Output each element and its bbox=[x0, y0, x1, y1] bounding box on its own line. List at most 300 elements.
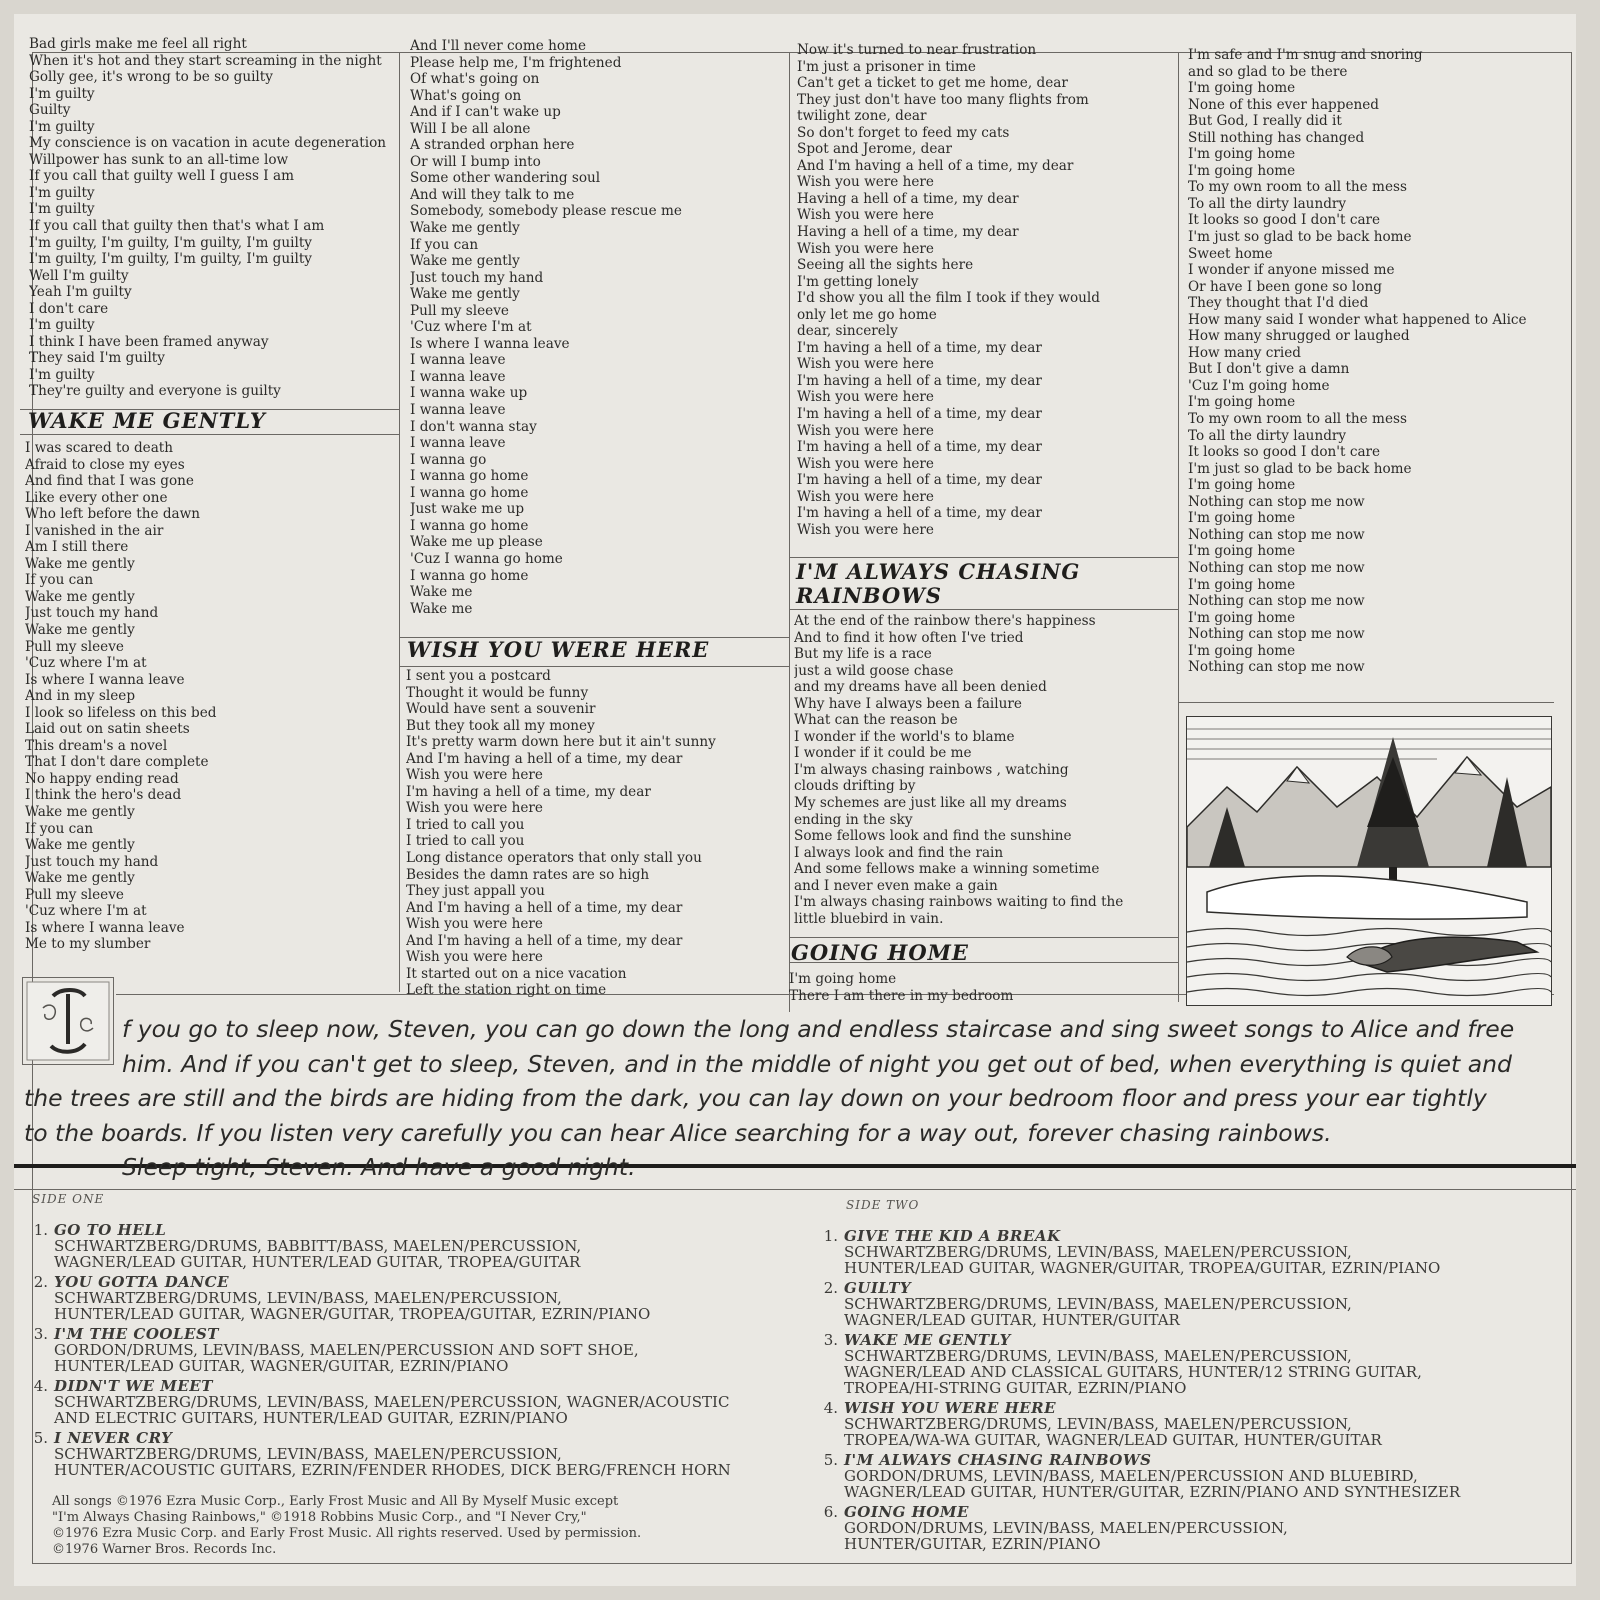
lyric-line: I'm going home bbox=[1188, 642, 1296, 659]
track-title: GUILTY bbox=[844, 1279, 912, 1297]
track-credits: GORDON/DRUMS, LEVIN/BASS, MAELEN/PERCUSSION, bbox=[844, 1519, 1288, 1537]
lyric-line: Seeing all the sights here bbox=[797, 257, 974, 274]
lyric-line: When it's hot and they start screaming in the night bbox=[29, 52, 382, 69]
song-heading-going-home: GOING HOME bbox=[791, 940, 969, 965]
lyric-line: I don't wanna stay bbox=[410, 418, 537, 435]
track-credits: HUNTER/GUITAR, EZRIN/PIANO bbox=[844, 1535, 1101, 1553]
track-number: 1. bbox=[823, 1227, 838, 1245]
lyric-line: Wake me gently bbox=[410, 286, 520, 303]
lyric-line: Now it's turned to near frustration bbox=[797, 42, 1037, 58]
lyric-line: And find that I was gone bbox=[25, 473, 194, 490]
lyric-line: I'm going home bbox=[1188, 146, 1296, 163]
lyric-line: I wanna go bbox=[410, 451, 487, 468]
track-title-row bbox=[820, 1332, 1422, 1348]
lyric-line: Wake me gently bbox=[25, 622, 135, 639]
side-one-label: SIDE ONE bbox=[32, 1192, 105, 1206]
lyric-line: I'm guilty, I'm guilty, I'm guilty, I'm guilty bbox=[29, 234, 312, 251]
track-title-row bbox=[820, 1452, 1460, 1468]
lyric-line: If you call that guilty well I guess I am bbox=[29, 168, 294, 185]
lyric-line: But they took all my money bbox=[406, 717, 595, 734]
lyric-line: Is where I wanna leave bbox=[25, 919, 185, 936]
track-title-row bbox=[820, 1504, 1288, 1520]
lyric-line: What's going on bbox=[410, 87, 522, 104]
lyric-line: Of what's going on bbox=[410, 71, 540, 88]
lyric-line: twilight zone, dear bbox=[797, 108, 927, 125]
lyric-line: I'm just so glad to be back home bbox=[1188, 229, 1412, 246]
lyric-line: I'm going home bbox=[1188, 394, 1296, 411]
lyric-line: Me to my slumber bbox=[25, 936, 151, 953]
lyric-line: I'm having a hell of a time, my dear bbox=[797, 439, 1042, 456]
track-entry bbox=[820, 1452, 1460, 1500]
lyric-line: Yeah I'm guilty bbox=[29, 284, 132, 301]
track-title: I NEVER CRY bbox=[54, 1429, 173, 1447]
lyric-line: Wake me gently bbox=[410, 253, 520, 270]
lyric-line: Pull my sleeve bbox=[25, 638, 124, 655]
lyric-line: Still nothing has changed bbox=[1188, 129, 1365, 146]
track-entry bbox=[30, 1430, 731, 1478]
lyric-line: I wanna go home bbox=[410, 517, 529, 534]
lyric-line: Thought it would be funny bbox=[406, 684, 589, 701]
divider bbox=[14, 1189, 1576, 1190]
track-number: 2. bbox=[823, 1279, 838, 1297]
lyrics-chasing-rainbows bbox=[794, 613, 1174, 927]
divider bbox=[1178, 702, 1554, 703]
lyric-line: Nothing can stop me now bbox=[1188, 593, 1365, 610]
track-credits: WAGNER/LEAD GUITAR, HUNTER/GUITAR, EZRIN/PIANO AND SYNTHESIZER bbox=[844, 1483, 1461, 1501]
lyric-line: Wish you were here bbox=[406, 767, 543, 784]
track-credits: AND ELECTRIC GUITARS, HUNTER/LEAD GUITAR, EZRIN/PIANO bbox=[54, 1409, 568, 1427]
track-number: 6. bbox=[823, 1503, 838, 1521]
track-entry bbox=[30, 1222, 581, 1270]
lyric-line: I wanna go home bbox=[410, 567, 529, 584]
lyric-line: Can't get a ticket to get me home, dear bbox=[797, 75, 1068, 92]
track-number: 4. bbox=[823, 1399, 838, 1417]
lyric-line: Wake me gently bbox=[410, 220, 520, 237]
track-title: DIDN'T WE MEET bbox=[54, 1377, 213, 1395]
lyric-line: I think the hero's dead bbox=[25, 787, 182, 804]
lyric-line: I'm guilty, I'm guilty, I'm guilty, I'm guilty bbox=[29, 251, 312, 268]
lyric-line: Pull my sleeve bbox=[25, 886, 124, 903]
lyric-line: I'm having a hell of a time, my dear bbox=[797, 339, 1042, 356]
lyric-line: And if I can't wake up bbox=[410, 104, 561, 121]
lyric-line: Wish you were here bbox=[797, 521, 934, 538]
lyric-line: I'm going home bbox=[1188, 80, 1296, 97]
lyric-line: Wake me gently bbox=[25, 588, 135, 605]
lyric-line: Bad girls make me feel all right bbox=[29, 36, 247, 52]
track-entry bbox=[820, 1400, 1382, 1448]
lyric-line: Willpower has sunk to an all-time low bbox=[29, 151, 289, 168]
track-credits: SCHWARTZBERG/DRUMS, BABBITT/BASS, MAELEN/PERCUSSION, bbox=[54, 1237, 582, 1255]
track-credits: GORDON/DRUMS, LEVIN/BASS, MAELEN/PERCUSSION AND BLUEBIRD, bbox=[844, 1467, 1418, 1485]
lyric-line: I always look and find the rain bbox=[794, 844, 1004, 861]
lyrics-column-guilty bbox=[29, 36, 401, 400]
lyric-line: I'm always chasing rainbows waiting to find the bbox=[794, 894, 1124, 911]
lyric-line: and so glad to be there bbox=[1188, 63, 1348, 80]
track-title-row bbox=[820, 1228, 1440, 1244]
lyric-line: And some fellows make a winning sometime bbox=[794, 861, 1100, 878]
track-credits: SCHWARTZBERG/DRUMS, LEVIN/BASS, MAELEN/PERCUSSION, bbox=[844, 1415, 1352, 1433]
lyric-line: I'm going home bbox=[1188, 609, 1296, 626]
copyright-line: ©1976 Ezra Music Corp. and Early Frost Music. All rights reserved. Used by permission. bbox=[52, 1526, 642, 1541]
lyric-line: If you can bbox=[25, 572, 94, 589]
copyright-line: "I'm Always Chasing Rainbows," ©1918 Robbins Music Corp., and "I Never Cry," bbox=[52, 1510, 587, 1525]
lyric-line: Wish you were here bbox=[406, 949, 543, 966]
story-line: to the boards. If you listen very carefully you can hear Alice searching for a way out, forever chasing rainbows. bbox=[24, 1118, 1332, 1147]
track-title: I'M THE COOLEST bbox=[54, 1325, 219, 1343]
lyric-line: A stranded orphan here bbox=[410, 137, 575, 154]
lyric-line: I'm going home bbox=[1188, 477, 1296, 494]
lyric-line: just a wild goose chase bbox=[794, 662, 954, 679]
lyric-line: This dream's a novel bbox=[25, 737, 168, 754]
lyric-line: I'm having a hell of a time, my dear bbox=[797, 372, 1042, 389]
lyric-line: Wish you were here bbox=[797, 455, 934, 472]
lyric-line: I wanna leave bbox=[410, 402, 506, 419]
track-title-row bbox=[30, 1326, 639, 1342]
lyric-line: Wish you were here bbox=[797, 174, 934, 191]
track-credits: SCHWARTZBERG/DRUMS, LEVIN/BASS, MAELEN/PERCUSSION, bbox=[844, 1295, 1352, 1313]
lyric-line: Wish you were here bbox=[797, 488, 934, 505]
lyric-line: Nothing can stop me now bbox=[1188, 493, 1365, 510]
lyric-line: I'm guilty bbox=[29, 317, 95, 334]
lyric-line: Would have sent a souvenir bbox=[406, 701, 596, 718]
track-title-row bbox=[30, 1274, 650, 1290]
lyric-line: I vanished in the air bbox=[25, 522, 164, 539]
lyric-line: Left the station right on time bbox=[406, 982, 607, 999]
lyric-line: 'Cuz I wanna go home bbox=[410, 550, 563, 567]
lyric-line: 'Cuz where I'm at bbox=[410, 319, 532, 336]
divider bbox=[789, 609, 1178, 610]
lyric-line: If you call that guilty then that's what I am bbox=[29, 218, 325, 235]
story-line: Sleep tight, Steven. And have a good night. bbox=[122, 1153, 636, 1181]
track-title-row bbox=[30, 1222, 581, 1238]
lyric-line: Like every other one bbox=[25, 489, 168, 506]
lyric-line: I wanna go home bbox=[410, 468, 529, 485]
track-number: 1. bbox=[33, 1221, 48, 1239]
lyrics-going-home bbox=[789, 971, 1169, 1004]
lyric-line: I wonder if the world's to blame bbox=[794, 728, 1015, 745]
copyright-notice bbox=[52, 1494, 641, 1558]
lyric-line: It looks so good I don't care bbox=[1188, 212, 1381, 229]
lyric-line: I'm guilty bbox=[29, 201, 95, 218]
lyric-line: I look so lifeless on this bed bbox=[25, 704, 217, 721]
track-entry bbox=[30, 1326, 639, 1374]
song-heading-wake-me-gently: WAKE ME GENTLY bbox=[28, 408, 266, 433]
lyric-line: If you can bbox=[410, 236, 479, 253]
heading-line: I'M ALWAYS CHASING bbox=[796, 559, 1081, 584]
lyric-line: I wonder if anyone missed me bbox=[1188, 262, 1395, 279]
track-credits: HUNTER/LEAD GUITAR, WAGNER/GUITAR, TROPEA/GUITAR, EZRIN/PIANO bbox=[844, 1259, 1441, 1277]
lyric-line: Well I'm guilty bbox=[29, 267, 129, 284]
lyric-line: Long distance operators that only stall you bbox=[406, 850, 702, 867]
lyric-line: Just touch my hand bbox=[410, 269, 544, 286]
lyric-line: I wanna go home bbox=[410, 484, 529, 501]
track-credits: SCHWARTZBERG/DRUMS, LEVIN/BASS, MAELEN/PERCUSSION, WAGNER/ACOUSTIC bbox=[54, 1393, 730, 1411]
lyric-line: Please help me, I'm frightened bbox=[410, 54, 622, 71]
lyric-line: Am I still there bbox=[25, 539, 129, 556]
lyric-line: And will they talk to me bbox=[410, 186, 575, 203]
lyric-line: No happy ending read bbox=[25, 770, 179, 787]
lyric-line: Who left before the dawn bbox=[25, 506, 201, 523]
lyric-line: I wanna leave bbox=[410, 435, 506, 452]
track-title: GO TO HELL bbox=[54, 1221, 167, 1239]
track-entry bbox=[820, 1280, 1352, 1328]
lyric-line: But God, I really did it bbox=[1188, 113, 1342, 130]
lyric-line: Wish you were here bbox=[797, 240, 934, 257]
track-credits: SCHWARTZBERG/DRUMS, LEVIN/BASS, MAELEN/PERCUSSION, bbox=[54, 1445, 562, 1463]
lyric-line: Nothing can stop me now bbox=[1188, 626, 1365, 643]
lyric-line: What can the reason be bbox=[794, 712, 958, 729]
lyric-line: How many said I wonder what happened to Alice bbox=[1188, 311, 1527, 328]
lyric-line: clouds drifting by bbox=[794, 778, 916, 795]
lyrics-wake-me-gently bbox=[25, 440, 397, 953]
story-line: him. And if you can't get to sleep, Steven, and in the middle of night you get out of bed, when everything is quiet and bbox=[122, 1049, 1512, 1078]
track-entry bbox=[820, 1504, 1288, 1552]
lyric-line: Nothing can stop me now bbox=[1188, 659, 1365, 676]
track-title: GIVE THE KID A BREAK bbox=[844, 1227, 1061, 1245]
track-title: I'M ALWAYS CHASING RAINBOWS bbox=[844, 1451, 1152, 1469]
lyric-line: I wanna leave bbox=[410, 352, 506, 369]
lyric-line: Laid out on satin sheets bbox=[25, 721, 190, 738]
lyric-line: To my own room to all the mess bbox=[1188, 411, 1407, 428]
lyric-line: Having a hell of a time, my dear bbox=[797, 224, 1019, 241]
copyright-line: All songs ©1976 Ezra Music Corp., Early Frost Music and All By Myself Music except bbox=[52, 1494, 619, 1509]
lyric-line: And I'm having a hell of a time, my dear bbox=[406, 932, 683, 949]
lyric-line: But my life is a race bbox=[794, 646, 932, 663]
track-title: WAKE ME GENTLY bbox=[844, 1331, 1011, 1349]
lyric-line: I'm just so glad to be back home bbox=[1188, 460, 1412, 477]
lyric-line: Pull my sleeve bbox=[410, 302, 509, 319]
lyric-line: Or will I bump into bbox=[410, 153, 541, 170]
lyric-line: Is where I wanna leave bbox=[25, 671, 185, 688]
track-title-row bbox=[30, 1430, 731, 1446]
lyric-line: Sweet home bbox=[1188, 245, 1273, 262]
track-credits: WAGNER/LEAD GUITAR, HUNTER/GUITAR bbox=[844, 1311, 1180, 1329]
lyric-line: I'd show you all the film I took if they would bbox=[797, 290, 1100, 307]
lyric-line: Wake me gently bbox=[25, 837, 135, 854]
lyric-line: 'Cuz where I'm at bbox=[25, 903, 147, 920]
lyric-line: Just touch my hand bbox=[25, 853, 159, 870]
lyric-line: Some other wandering soul bbox=[410, 170, 601, 187]
lyrics-column-wake-me-gently-cont bbox=[410, 38, 790, 617]
lyric-line: I'm having a hell of a time, my dear bbox=[406, 783, 651, 800]
track-entry bbox=[30, 1378, 729, 1426]
closing-story bbox=[24, 1012, 1544, 1185]
lyric-line: I'm going home bbox=[1188, 576, 1296, 593]
track-title: GOING HOME bbox=[844, 1503, 969, 1521]
lyrics-column-wish-you-were-here-cont bbox=[797, 42, 1177, 538]
track-credits: SCHWARTZBERG/DRUMS, LEVIN/BASS, MAELEN/PERCUSSION, bbox=[54, 1289, 562, 1307]
lyric-line: I wanna wake up bbox=[410, 385, 528, 402]
lyric-line: Guilty bbox=[29, 102, 71, 119]
song-heading-wish-you-were-here: WISH YOU WERE HERE bbox=[407, 637, 710, 662]
lyric-line: There I am there in my bedroom bbox=[789, 987, 1014, 1004]
lyric-line: I'm guilty bbox=[29, 118, 95, 135]
track-title-row bbox=[30, 1378, 729, 1394]
track-number: 2. bbox=[33, 1273, 48, 1291]
lyric-line: Somebody, somebody please rescue me bbox=[410, 203, 682, 220]
lyric-line: 'Cuz where I'm at bbox=[25, 655, 147, 672]
song-heading-chasing-rainbows bbox=[796, 560, 1080, 608]
lyric-line: How many shrugged or laughed bbox=[1188, 328, 1410, 345]
track-credits: WAGNER/LEAD AND CLASSICAL GUITARS, HUNTER/12 STRING GUITAR, bbox=[844, 1363, 1422, 1381]
woodcut-illustration bbox=[1186, 716, 1552, 1006]
lyric-line: To all the dirty laundry bbox=[1188, 195, 1347, 212]
lyric-line: At the end of the rainbow there's happiness bbox=[794, 613, 1096, 629]
track-number: 5. bbox=[33, 1429, 48, 1447]
divider bbox=[20, 434, 400, 435]
lyric-line: I'm having a hell of a time, my dear bbox=[797, 505, 1042, 522]
lyric-line: To my own room to all the mess bbox=[1188, 179, 1407, 196]
lyric-line: Wake me bbox=[410, 584, 473, 601]
lyric-line: If you can bbox=[25, 820, 94, 837]
lyric-line: That I don't dare complete bbox=[25, 754, 209, 771]
lyric-line: Or have I been gone so long bbox=[1188, 278, 1382, 295]
lyric-line: Wake me gently bbox=[25, 804, 135, 821]
lyric-line: and I never even make a gain bbox=[794, 877, 998, 894]
lyric-line: Nothing can stop me now bbox=[1188, 559, 1365, 576]
lyric-line: I wonder if it could be me bbox=[794, 745, 972, 762]
lyric-line: They're guilty and everyone is guilty bbox=[29, 383, 281, 400]
lyric-line: Besides the damn rates are so high bbox=[406, 866, 650, 883]
lyric-line: Nothing can stop me now bbox=[1188, 526, 1365, 543]
track-title-row bbox=[820, 1280, 1352, 1296]
track-credits: SCHWARTZBERG/DRUMS, LEVIN/BASS, MAELEN/PERCUSSION, bbox=[844, 1347, 1352, 1365]
lyric-line: I'm guilty bbox=[29, 184, 95, 201]
lyric-line: Wish you were here bbox=[797, 389, 934, 406]
lyric-line: 'Cuz I'm going home bbox=[1188, 377, 1330, 394]
lyric-line: And to find it how often I've tried bbox=[794, 629, 1024, 646]
track-credits: HUNTER/LEAD GUITAR, WAGNER/GUITAR, TROPEA/GUITAR, EZRIN/PIANO bbox=[54, 1305, 651, 1323]
lyric-line: My schemes are just like all my dreams bbox=[794, 795, 1067, 812]
lyric-line: I'm having a hell of a time, my dear bbox=[797, 472, 1042, 489]
lyric-line: So don't forget to feed my cats bbox=[797, 124, 1010, 141]
lyric-line: Some fellows look and find the sunshine bbox=[794, 828, 1072, 845]
track-title: YOU GOTTA DANCE bbox=[54, 1273, 230, 1291]
lyric-line: Wake me bbox=[410, 600, 473, 617]
lyric-line: I'm always chasing rainbows , watching bbox=[794, 761, 1069, 778]
lyric-line: It's pretty warm down here but it ain't sunny bbox=[406, 734, 716, 751]
lyric-line: And in my sleep bbox=[25, 688, 136, 705]
lyric-line: I'm going home bbox=[789, 971, 897, 987]
winter-landscape-icon bbox=[1187, 717, 1551, 1005]
lyric-line: Wake me gently bbox=[25, 555, 135, 572]
track-entry bbox=[820, 1332, 1422, 1396]
lyric-line: Wake me up please bbox=[410, 534, 543, 551]
lyric-line: I'm having a hell of a time, my dear bbox=[797, 406, 1042, 423]
lyric-line: Will I be all alone bbox=[410, 120, 531, 137]
lyric-line: Is where I wanna leave bbox=[410, 335, 570, 352]
lyric-line: To all the dirty laundry bbox=[1188, 427, 1347, 444]
lyric-line: They just appall you bbox=[406, 883, 545, 900]
heading-line: RAINBOWS bbox=[796, 583, 942, 608]
lyric-line: and my dreams have all been denied bbox=[794, 679, 1047, 696]
track-credits: GORDON/DRUMS, LEVIN/BASS, MAELEN/PERCUSSION AND SOFT SHOE, bbox=[54, 1341, 639, 1359]
lyric-line: Wish you were here bbox=[406, 916, 543, 933]
lyric-line: I'm guilty bbox=[29, 366, 95, 383]
lyric-line: Spot and Jerome, dear bbox=[797, 141, 952, 158]
track-number: 4. bbox=[33, 1377, 48, 1395]
lyric-line: They thought that I'd died bbox=[1188, 295, 1369, 312]
track-title: WISH YOU WERE HERE bbox=[844, 1399, 1057, 1417]
lyric-line: I tried to call you bbox=[406, 816, 525, 833]
lyric-line: Golly gee, it's wrong to be so guilty bbox=[29, 69, 273, 86]
lyric-line: only let me go home bbox=[797, 306, 937, 323]
lyric-line: little bluebird in vain. bbox=[794, 910, 944, 927]
track-credits: HUNTER/ACOUSTIC GUITARS, EZRIN/FENDER RHODES, DICK BERG/FRENCH HORN bbox=[54, 1461, 731, 1479]
divider bbox=[789, 937, 1178, 938]
track-number: 3. bbox=[33, 1325, 48, 1343]
track-credits: SCHWARTZBERG/DRUMS, LEVIN/BASS, MAELEN/PERCUSSION, bbox=[844, 1243, 1352, 1261]
lyric-line: And I'll never come home bbox=[410, 38, 586, 54]
track-credits: TROPEA/HI-STRING GUITAR, EZRIN/PIANO bbox=[844, 1379, 1187, 1397]
lyric-line: I sent you a postcard bbox=[406, 668, 551, 684]
lyric-line: It looks so good I don't care bbox=[1188, 444, 1381, 461]
lyric-line: Wake me gently bbox=[25, 870, 135, 887]
lyric-line: I'm going home bbox=[1188, 162, 1296, 179]
copyright-line: ©1976 Warner Bros. Records Inc. bbox=[52, 1542, 277, 1557]
lyric-line: I think I have been framed anyway bbox=[29, 333, 269, 350]
divider bbox=[1178, 52, 1179, 1002]
lyric-line: Wish you were here bbox=[797, 422, 934, 439]
lyric-line: Having a hell of a time, my dear bbox=[797, 190, 1019, 207]
divider bbox=[399, 666, 789, 667]
lyric-line: Just touch my hand bbox=[25, 605, 159, 622]
track-credits: WAGNER/LEAD GUITAR, HUNTER/LEAD GUITAR, TROPEA/GUITAR bbox=[54, 1253, 581, 1271]
lyric-line: dear, sincerely bbox=[797, 323, 898, 340]
lyric-line: I'm going home bbox=[1188, 510, 1296, 527]
lyric-line: And I'm having a hell of a time, my dear bbox=[797, 157, 1074, 174]
lyric-line: But I don't give a damn bbox=[1188, 361, 1350, 378]
lyric-line: I wanna leave bbox=[410, 368, 506, 385]
lyric-line: I don't care bbox=[29, 300, 109, 317]
lyric-line: I'm just a prisoner in time bbox=[797, 58, 976, 75]
lyric-line: My conscience is on vacation in acute degeneration bbox=[29, 135, 387, 152]
lyric-line: I was scared to death bbox=[25, 440, 174, 456]
track-number: 5. bbox=[823, 1451, 838, 1469]
track-number: 3. bbox=[823, 1331, 838, 1349]
lyric-line: Wish you were here bbox=[406, 800, 543, 817]
lyric-line: I tried to call you bbox=[406, 833, 525, 850]
lyric-line: They just don't have too many flights from bbox=[797, 91, 1089, 108]
lyric-line: They said I'm guilty bbox=[29, 350, 165, 367]
lyric-line: It started out on a nice vacation bbox=[406, 965, 627, 982]
story-line: f you go to sleep now, Steven, you can go down the long and endless staircase and sing sweet songs to Alice and free bbox=[122, 1015, 1515, 1043]
lyric-line: And I'm having a hell of a time, my dear bbox=[406, 899, 683, 916]
lyrics-wish-you-were-here bbox=[406, 668, 786, 999]
lyric-line: How many cried bbox=[1188, 344, 1301, 361]
lyric-line: I'm safe and I'm snug and snoring bbox=[1188, 47, 1423, 63]
track-credits: TROPEA/WA-WA GUITAR, WAGNER/LEAD GUITAR, HUNTER/GUITAR bbox=[844, 1431, 1382, 1449]
lyric-line: None of this ever happened bbox=[1188, 96, 1379, 113]
story-line: the trees are still and the birds are hiding from the dark, you can lay down on your bedroom floor and press your ear tightly bbox=[24, 1084, 1487, 1112]
track-title-row bbox=[820, 1400, 1382, 1416]
lyric-line: Wish you were here bbox=[797, 207, 934, 224]
lyric-line: Just wake me up bbox=[410, 501, 525, 518]
divider bbox=[789, 557, 1178, 558]
side-two-label: SIDE TWO bbox=[846, 1198, 920, 1212]
lyric-line: ending in the sky bbox=[794, 811, 913, 828]
lyric-line: Wish you were here bbox=[797, 356, 934, 373]
track-entry bbox=[30, 1274, 650, 1322]
lyric-line: I'm guilty bbox=[29, 85, 95, 102]
lyric-line: I'm getting lonely bbox=[797, 273, 919, 290]
lyric-line: Why have I always been a failure bbox=[794, 695, 1022, 712]
lyric-line: And I'm having a hell of a time, my dear bbox=[406, 750, 683, 767]
lyrics-column-going-home-cont bbox=[1188, 47, 1568, 676]
lyric-line: Afraid to close my eyes bbox=[25, 456, 185, 473]
track-entry bbox=[820, 1228, 1440, 1276]
track-credits: HUNTER/LEAD GUITAR, WAGNER/GUITAR, EZRIN/PIANO bbox=[54, 1357, 509, 1375]
